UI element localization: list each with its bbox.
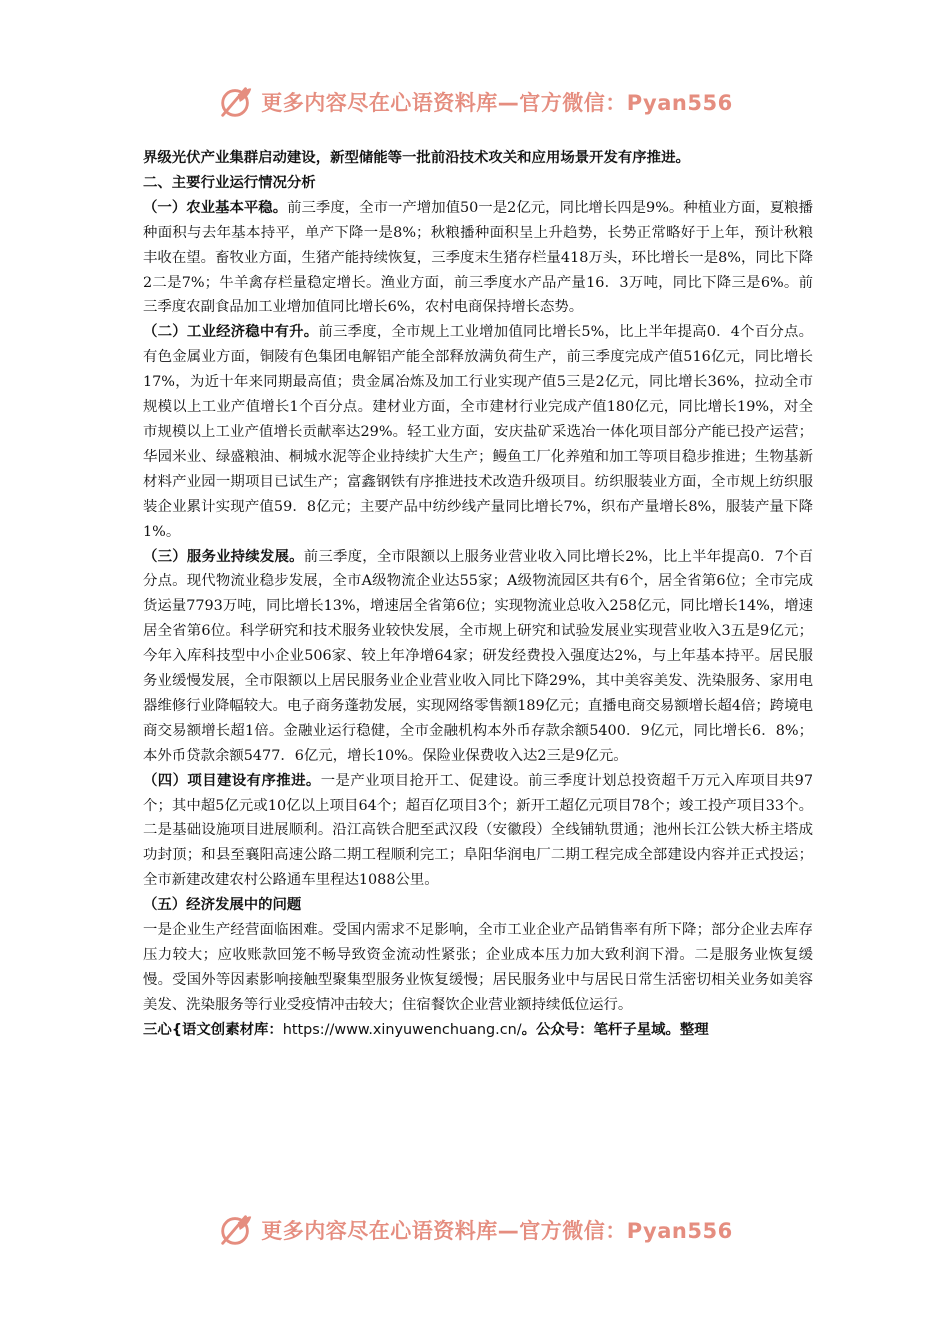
paragraph-title: （四）项目建设有序推进。	[143, 772, 321, 789]
paragraph-title: （一）农业基本平稳。	[143, 199, 288, 216]
footer-url-link[interactable]: https://www.xinyuwenchuang.cn/	[282, 1021, 522, 1038]
watermark-text: 更多内容尽在心语资料库—官方微信：Pyan556	[261, 1219, 733, 1243]
paragraph-projects	[143, 769, 813, 894]
source-footer-line	[143, 1018, 813, 1043]
quill-logo-icon	[217, 83, 255, 121]
paragraph-body: 前三季度，全市限额以上服务业营业收入同比增长2%，比上半年提高0．7个百分点。现代物流业稳步发展，全市A级物流企业达55家；A级物流园区共有6个，居全省第6位；全市完成货运量7793万吨，同比增长13%，增速居全省第6位；实现物流业总收入258亿元，同比增长14%，增速居全省第6位。科学研究和技术服务业较快发展，全市规上研究和试验发展业实现营业收入3五是9亿元；今年入库科技型中小企业506家、较上年净增64家；研发经费投入强度达2%，与上年基本持平。居民服务业缓慢发展，全市限额以上居民服务业企业营业收入同比下降29%，其中美容美发、洗染服务、家用电器维修行业降幅较大。电子商务蓬勃发展，实现网络零售额189亿元；直播电商交易额增长超4倍；跨境电商交易额增长超1倍。金融业运行稳健，全市金融机构本外币存款余额5400．9亿元，同比增长6．8%；本外币贷款余额5477．6亿元，增长10%。保险业保费收入达2三是9亿元。	[143, 548, 813, 764]
section-heading: 二、主要行业运行情况分析	[143, 174, 316, 191]
paragraph-body: 前三季度，全市规上工业增加值同比增长5%，比上半年提高0．4个百分点。有色金属业方面，铜陵有色集团电解铝产能全部释放满负荷生产，前三季度完成产值516亿元，同比增长17%，为近十年来同期最高值；贵金属冶炼及加工行业实现产值5三是2亿元，同比增长36%，拉动全市规模以上工业产值增长1个百分点。建材业方面，全市建材行业完成产值180亿元，同比增长19%，对全市规模以上工业产值增长贡献率达29%。轻工业方面，安庆盐矿采选冶一体化项目部分产能已投产运营；华园米业、绿盛粮油、桐城水泥等企业持续扩大生产；鳗鱼工厂化养殖和加工等项目稳步推进；生物基新材料产业园一期项目已试生产；富鑫钢铁有序推进技术改造升级项目。纺织服装业方面，全市规上纺织服装企业累计实现产值59．8亿元；主要产品中纺纱线产量同比增长7%，织布产量增长8%，服装产量下降1%。	[143, 324, 813, 540]
document-body	[143, 146, 813, 1043]
top-watermark-banner	[0, 80, 950, 124]
bottom-watermark-banner	[0, 1208, 950, 1252]
paragraph-body: 前三季度，全市一产增加值50一是2亿元，同比增长四是9%。种植业方面，夏粮播种面积与去年基本持平，单产下降一是8%；秋粮播种面积呈上升趋势，长势正常略好于上年，预计秋粮丰收在望。畜牧业方面，生猪产能持续恢复，三季度末生猪存栏量418万头，环比增长一是8%，同比下降2二是7%；牛羊禽存栏量稳定增长。渔业方面，前三季度水产品产量16．3万吨，同比下降三是6%。前三季度农副食品加工业增加值同比增长6%，农村电商保持增长态势。	[143, 199, 813, 316]
issues-body: 一是企业生产经营面临困难。受国内需求不足影响，全市工业企业产品销售率有所下降；部分企业去库存压力较大；应收账款回笼不畅导致资金流动性紧张；企业成本压力加大致利润下滑。二是服务业恢复缓慢。受国外等因素影响接触型聚集型服务业恢复缓慢；居民服务业中与居民日常生活密切相关业务如美容美发、洗染服务等行业受疫情冲击较大；住宿餐饮企业营业额持续低位运行。	[143, 922, 813, 1013]
quill-logo-icon	[217, 1211, 255, 1249]
issues-title: （五）经济发展中的问题	[143, 897, 302, 914]
footer-suffix: 。公众号：笔杆子星域。整理	[521, 1021, 709, 1038]
paragraph-services	[143, 545, 813, 769]
footer-prefix: 三心{语文创素材库：	[143, 1021, 283, 1038]
paragraph-title: （三）服务业持续发展。	[143, 548, 304, 565]
paragraph-title: （二）工业经济稳中有升。	[143, 324, 319, 341]
watermark-text: 更多内容尽在心语资料库—官方微信：Pyan556	[261, 91, 733, 115]
lead-line: 界级光伏产业集群启动建设，新型储能等一批前沿技术攻关和应用场景开发有序推进。	[143, 150, 690, 166]
paragraph-industry	[143, 320, 813, 544]
paragraph-body: 一是产业项目抢开工、促建设。前三季度计划总投资超千万元入库项目共97个；其中超5亿元或10亿以上项目64个；超百亿项目3个；新开工超亿元项目78个；竣工投产项目33个。二是基础设施项目进展顺利。沿江高铁合肥至武汉段（安徽段）全线铺轨贯通；池州长江公铁大桥主塔成功封顶；和县至襄阳高速公路二期工程顺利完工；阜阳华润电厂二期工程完成全部建设内容并正式投运；全市新建改建农村公路通车里程达1088公里。	[143, 772, 813, 889]
paragraph-agriculture	[143, 196, 813, 321]
